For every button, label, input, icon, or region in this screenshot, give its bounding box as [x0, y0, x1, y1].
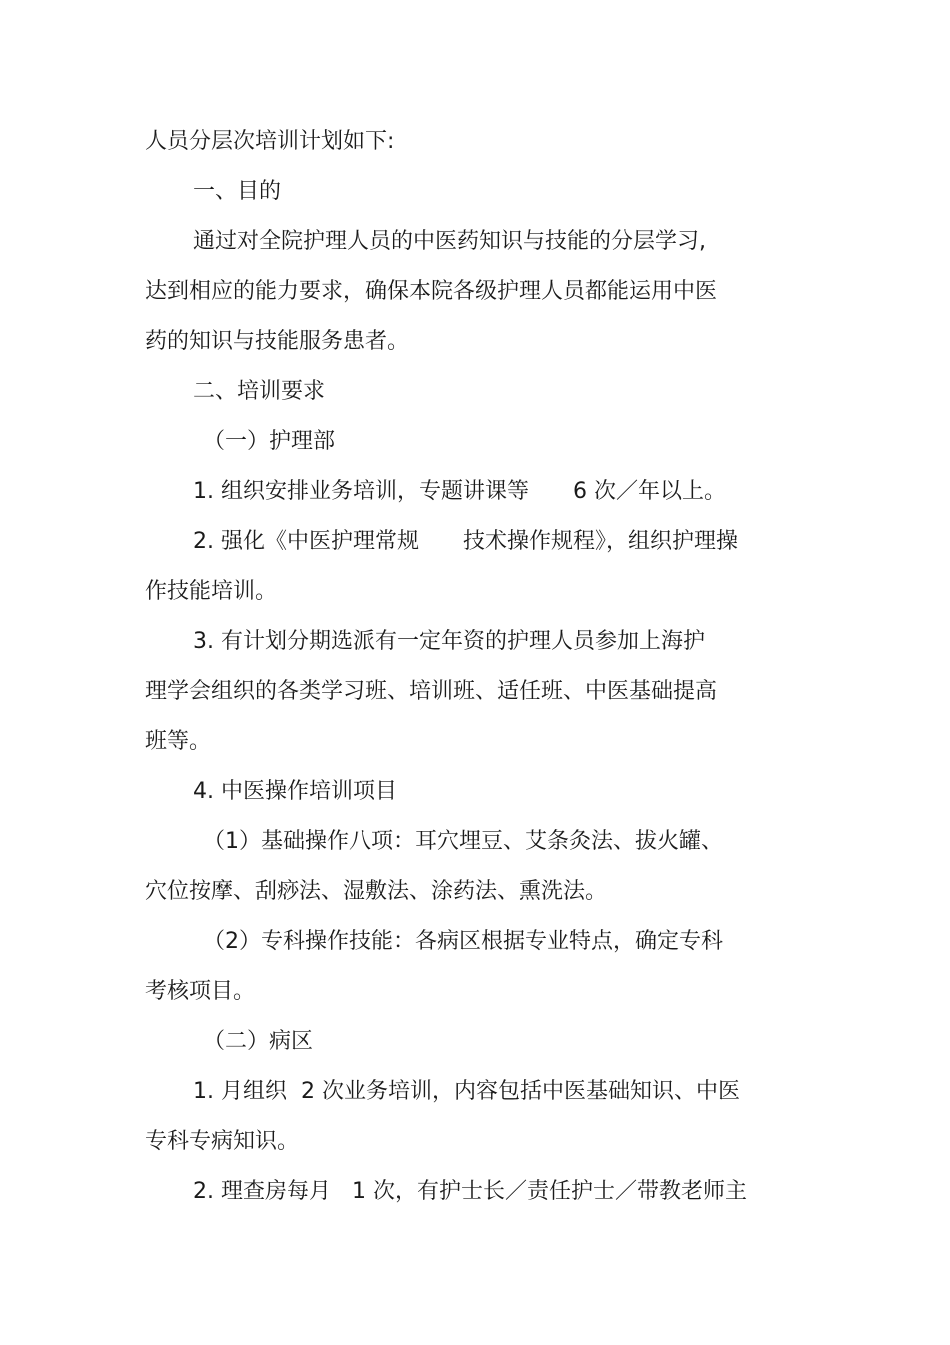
section-heading: 一、目的	[193, 179, 282, 204]
text-line: 考核项目。	[145, 979, 256, 1004]
list-item: 1. 组织安排业务培训，专题讲课等 6 次／年以上。	[193, 479, 726, 504]
text-line: 理学会组织的各类学习班、培训班、适任班、中医基础提高	[145, 679, 718, 704]
sub-list-item: （2）专科操作技能：各病区根据专业特点，确定专科	[203, 929, 723, 954]
list-item: 2. 强化《中医护理常规 技术操作规程》，组织护理操	[193, 529, 738, 554]
subsection-heading: （一）护理部	[203, 429, 336, 454]
list-item: 3. 有计划分期选派有一定年资的护理人员参加上海护	[193, 629, 705, 654]
list-item: 4. 中医操作培训项目	[193, 779, 397, 804]
list-item: 1. 月组织 2 次业务培训，内容包括中医基础知识、中医	[193, 1079, 740, 1104]
text-line: 药的知识与技能服务患者。	[145, 329, 410, 354]
sub-list-item: （1）基础操作八项：耳穴埋豆、艾条灸法、拔火罐、	[203, 829, 723, 854]
text-line: 人员分层次培训计划如下:	[145, 129, 395, 154]
text-line: 作技能培训。	[145, 579, 278, 604]
text-line: 通过对全院护理人员的中医药知识与技能的分层学习,	[193, 229, 706, 254]
list-item: 2. 理查房每月 1 次，有护士长／责任护士／带教老师主	[193, 1179, 747, 1204]
section-heading: 二、培训要求	[193, 379, 326, 404]
text-line: 班等。	[145, 729, 212, 754]
text-line: 达到相应的能力要求，确保本院各级护理人员都能运用中医	[145, 279, 718, 304]
subsection-heading: （二）病区	[203, 1029, 314, 1054]
text-line: 穴位按摩、刮痧法、湿敷法、涂药法、熏洗法。	[145, 879, 608, 904]
text-line: 专科专病知识。	[145, 1129, 300, 1154]
